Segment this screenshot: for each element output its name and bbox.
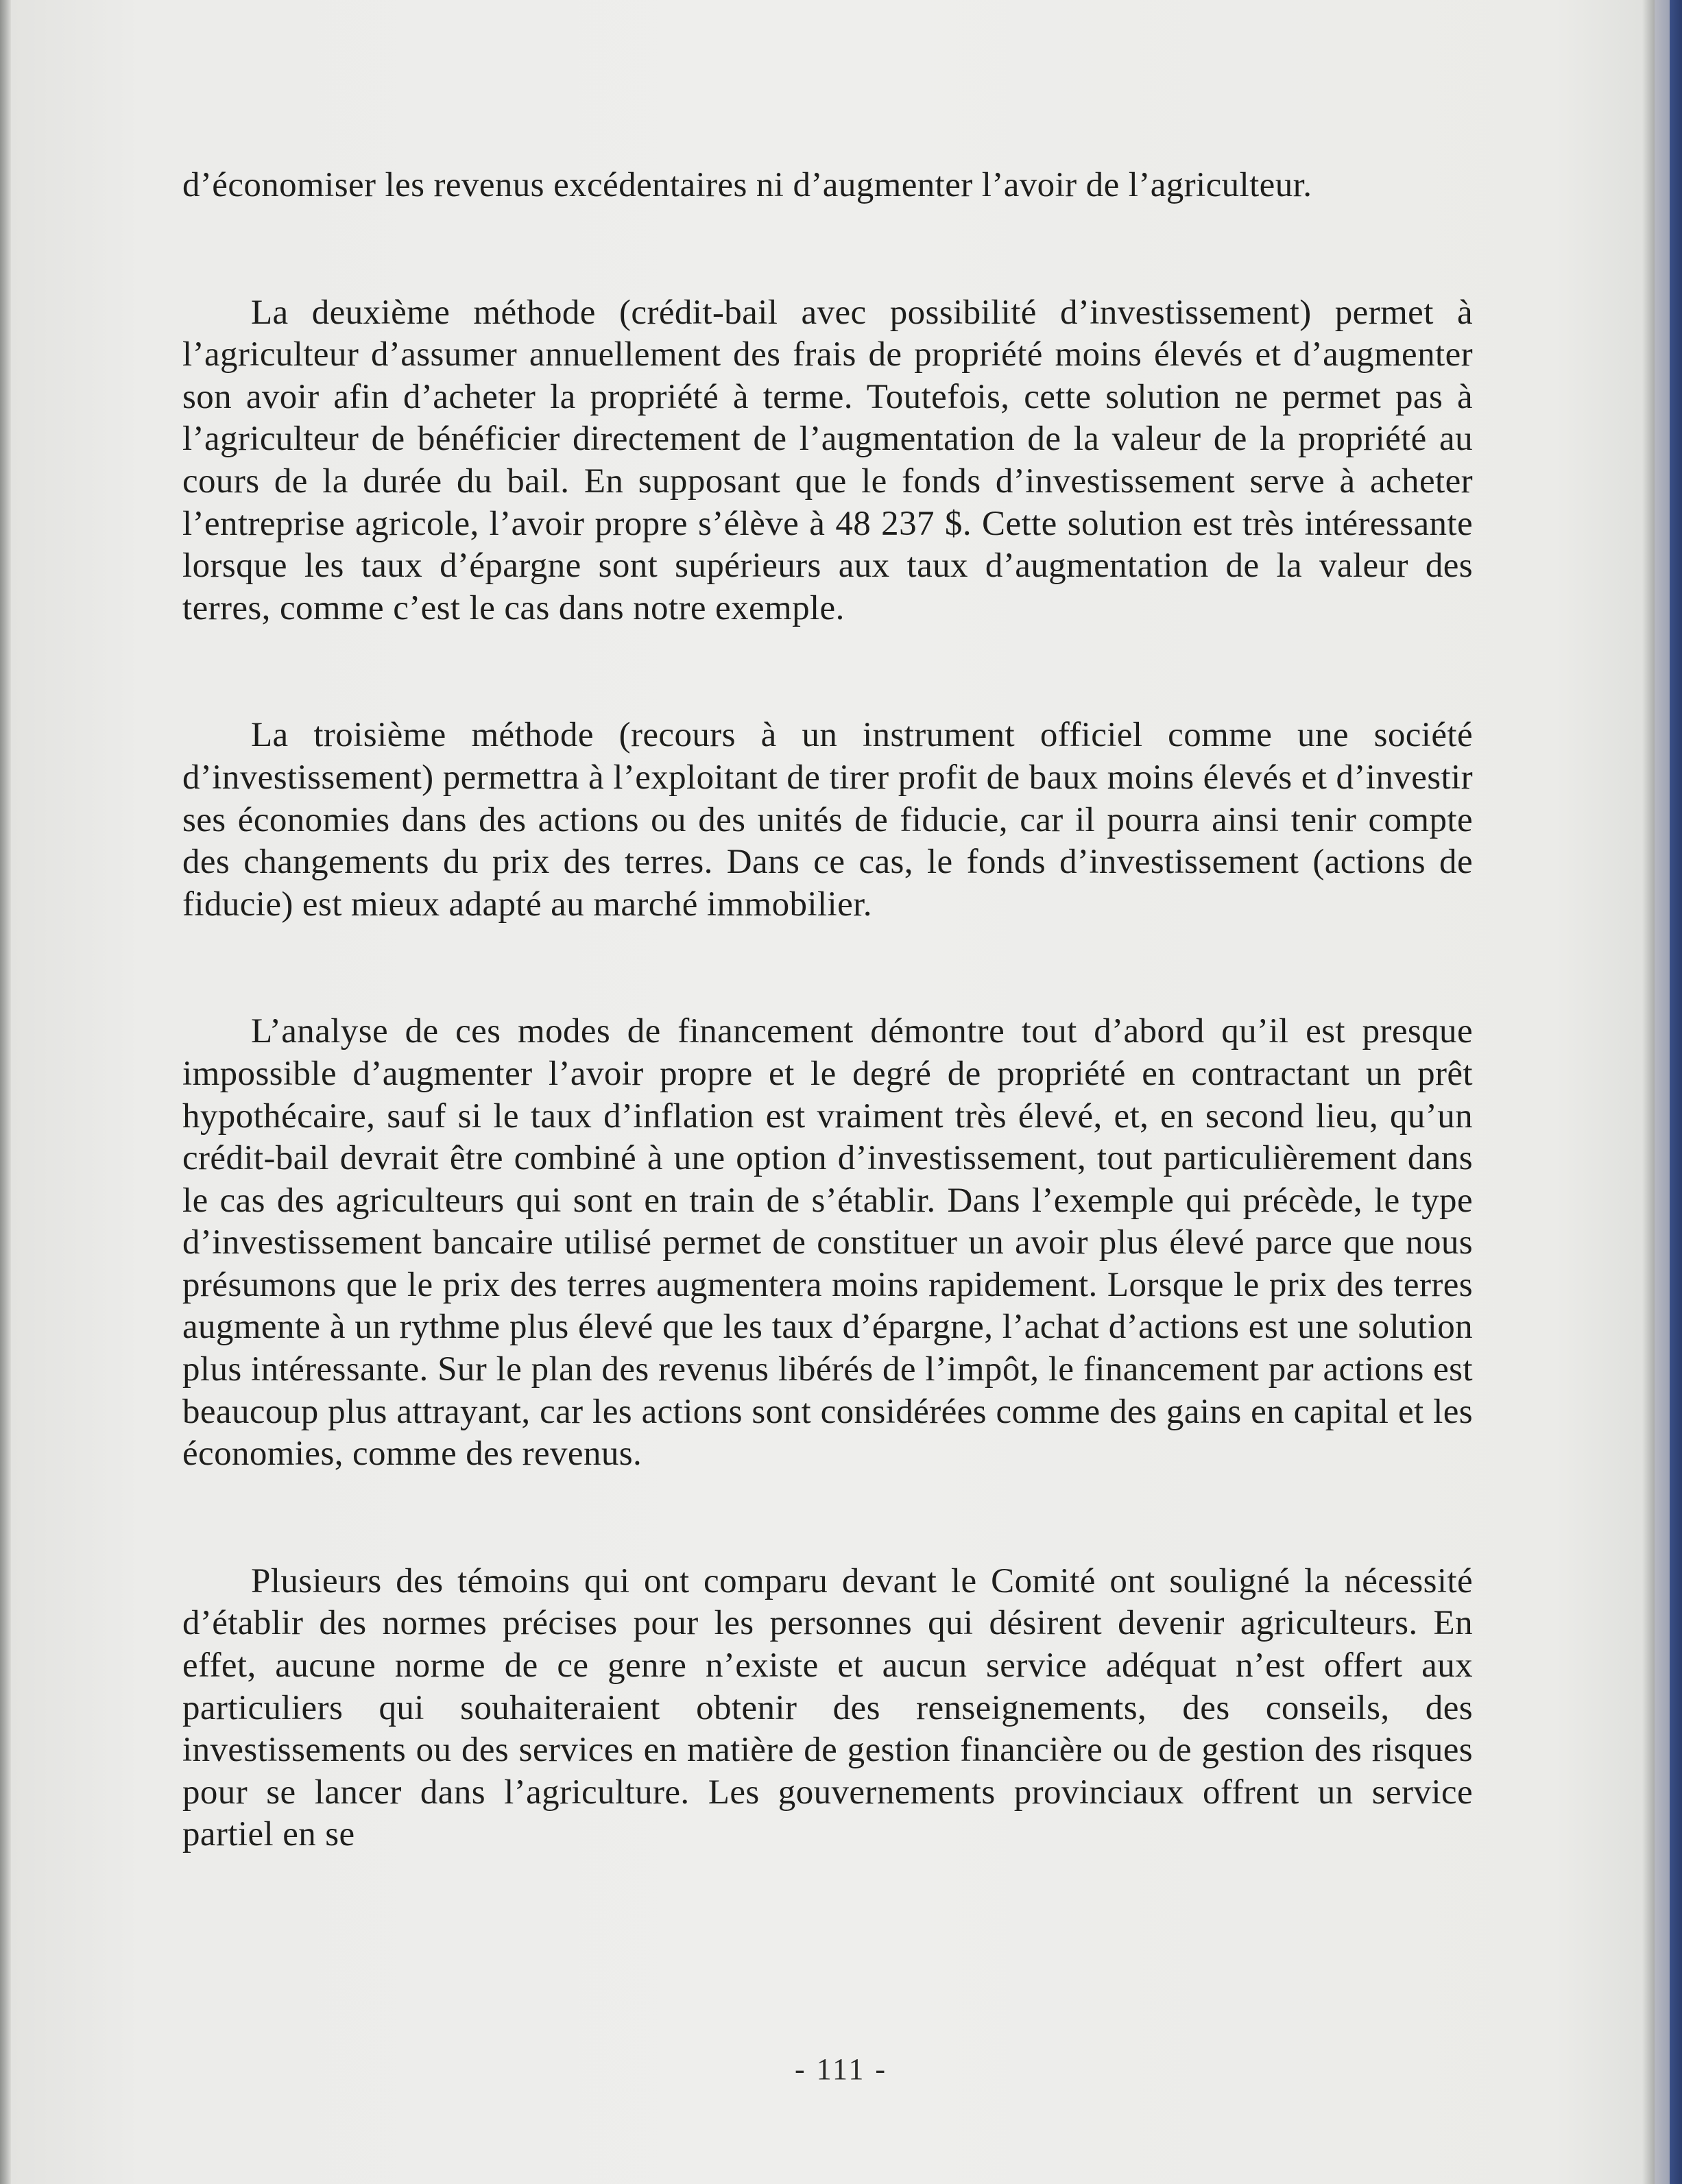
blue-book-cover	[1670, 0, 1682, 2184]
left-page-edge	[0, 0, 11, 2184]
paragraph-third-method: La troisième méthode (recours à un instrument officiel comme une société d’investissement) permettra à l’exploitant de tirer profit de baux moins élevés et d’investir ses économies dans des actions ou des unités de fiducie, car il pourra ainsi tenir compte des changements du prix des terres. Dans ce cas, le fonds d’investissement (actions de fiducie) est mieux adapté au marché immobilier.	[182, 716, 1473, 924]
page-number: - 111 -	[794, 2052, 888, 2086]
binding-shadow	[1642, 0, 1655, 2184]
paragraph-second-method: La deuxième méthode (crédit-bail avec possibilité d’investissement) permet à l’agriculteur d’assumer annuellement des frais de propriété moins élevés et d’augmenter son avoir afin d’acheter la propriété à terme. Toutefois, cette solution ne permet pas à l’agriculteur de bénéficier directement de l’augmentation de la valeur de la propriété au cours de la durée du bail. En supposant que le fonds d’investissement serve à acheter l’entreprise agricole, l’avoir propre s’élève à 48 237 $. Cette solution est très intéressante lorsque les taux d’épargne sont supérieurs aux taux d’augmentation de la valeur des terres, comme c’est le cas dans notre exemple.	[182, 293, 1473, 627]
paragraph-continuation: d’économiser les revenus excédentaires ni d’augmenter l’avoir de l’agriculteur.	[182, 166, 1312, 204]
cover-edge	[1655, 0, 1670, 2184]
paragraph-financing-analysis: L’analyse de ces modes de financement démontre tout d’abord qu’il est presque impossible d’augmenter l’avoir propre et le degré de propriété en contractant un prêt hypothécaire, sauf si le taux d’inflation est vraiment très élevé, et, en second lieu, qu’un crédit-bail devrait être combiné à une option d’investissement, tout particulièrement dans le cas des agriculteurs qui sont en train de s’établir. Dans l’exemple qui précède, le type d’investissement bancaire utilisé permet de constituer un avoir plus élevé parce que nous présumons que le prix des terres augmentera moins rapidement. Lorsque le prix des terres augmente à un rythme plus élevé que les taux d’épargne, l’achat d’actions est une solution plus intéressante. Sur le plan des revenus libérés de l’impôt, le financement par actions est beaucoup plus attrayant, car les actions sont considérées comme des gains en capital et les économies, comme des revenus.	[182, 1012, 1473, 1474]
paragraph-witness-testimony: Plusieurs des témoins qui ont comparu devant le Comité ont souligné la nécessité d’établir des normes précises pour les personnes qui désirent devenir agriculteurs. En effet, aucune norme de ce genre n’existe et aucun service adéquat n’est offert aux particuliers qui souhaiteraient obtenir des renseignements, des conseils, des investissements ou des services en matière de gestion financière ou de gestion des risques pour se lancer dans l’agriculture. Les gouvernements provinciaux offrent un service partiel en se	[182, 1561, 1473, 1854]
body-text	[182, 165, 1473, 1941]
